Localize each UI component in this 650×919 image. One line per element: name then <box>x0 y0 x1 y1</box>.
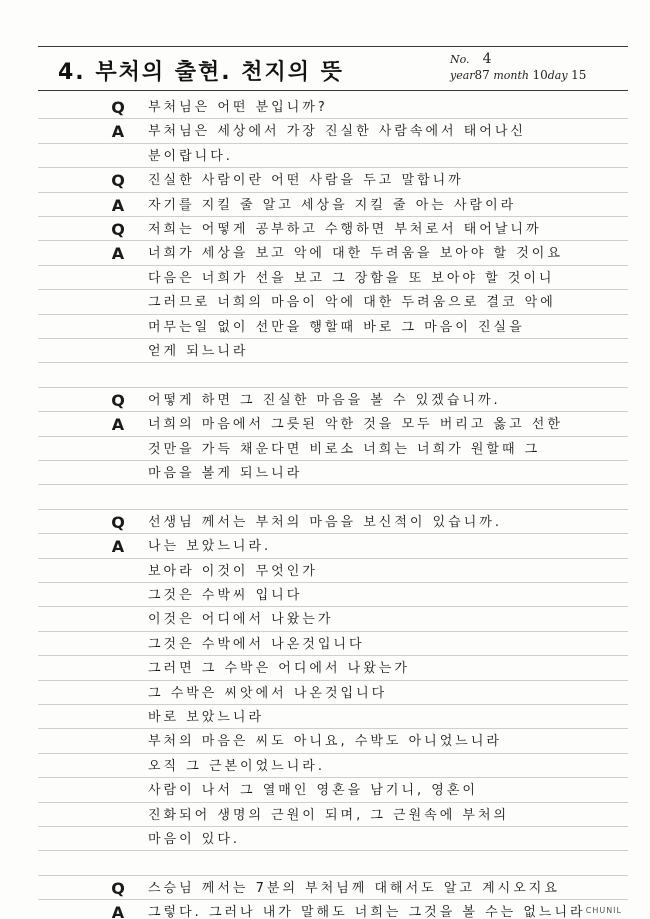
line-text: 얻게 되느니라 <box>148 344 249 359</box>
answer-marker: A <box>111 195 125 215</box>
text-line <box>0 730 650 754</box>
text-line <box>0 242 650 266</box>
text-line <box>0 901 650 919</box>
page-title: 4. 부처의 출현. 천지의 뜻 <box>58 60 344 85</box>
line-text: 그것은 수박에서 나온것입니다 <box>148 636 365 652</box>
question-marker: Q <box>111 220 125 239</box>
line-text: 자기를 지킬 줄 알고 세상을 지킬 줄 아는 사람이라 <box>148 197 517 213</box>
text-line <box>0 804 650 828</box>
line-text: 보아라 이것이 무엇인가 <box>148 563 318 579</box>
line-text: 것만을 가득 채운다면 비로소 너희는 너희가 원할때 그 <box>148 441 541 457</box>
line-text: 다음은 너희가 선을 보고 그 장함을 또 보아야 할 것이니 <box>148 270 555 286</box>
month-value: 10 <box>532 68 548 82</box>
text-line <box>0 96 650 120</box>
line-text: 너희가 세상을 보고 악에 대한 두려움을 보아야 할 것이요 <box>148 246 563 262</box>
text-line <box>0 267 650 291</box>
answer-marker: A <box>111 903 125 919</box>
text-line <box>0 682 650 706</box>
line-text: 사람이 나서 그 열매인 영혼을 남기니, 영혼이 <box>148 783 478 799</box>
text-line <box>0 462 650 486</box>
question-marker: Q <box>111 878 125 898</box>
text-line <box>0 877 650 901</box>
line-text: 저희는 어떻게 공부하고 수행하면 부처로서 태어날니까 <box>148 222 542 237</box>
text-line <box>0 316 650 340</box>
text-line <box>0 486 650 510</box>
text-line <box>0 413 650 437</box>
text-line <box>0 218 650 242</box>
day-label: day <box>547 69 568 82</box>
question-marker: Q <box>111 171 125 191</box>
line-text: 부처의 마음은 씨도 아니요, 수박도 아니었느니라 <box>148 734 502 750</box>
line-text: 바로 보았느니라 <box>148 710 265 725</box>
text-line <box>0 120 650 144</box>
line-text: 그렇다. 그러나 내가 말해도 너희는 그것을 볼 수는 없느니라 <box>148 905 586 919</box>
line-text: 마음이 있다. <box>148 832 241 847</box>
entry-date <box>450 68 586 82</box>
line-text: 선생님 께서는 부처의 마음을 보신적이 있습니까. <box>148 514 502 530</box>
line-text: 너희의 마음에서 그릇된 악한 것을 모두 버리고 옳고 선한 <box>148 417 563 433</box>
line-text: 어떻게 하면 그 진실한 마음을 볼 수 있겠습니까. <box>148 392 501 408</box>
year-label: year <box>450 69 475 82</box>
text-line <box>0 584 650 608</box>
line-text: 나는 보았느니라. <box>148 539 272 555</box>
question-marker: Q <box>111 98 125 117</box>
line-text: 이것은 어디에서 나왔는가 <box>148 612 334 628</box>
header-bottom-rule <box>38 90 628 91</box>
line-text: 진화되어 생명의 근원이 되며, 그 근원속에 부처의 <box>148 807 510 823</box>
line-text: 그러므로 너희의 마음이 악에 대한 두려움으로 결코 악에 <box>148 295 556 311</box>
line-text: 스승님 께서는 7분의 부처님께 대해서도 알고 계시오지요 <box>148 880 560 896</box>
text-line <box>0 145 650 169</box>
line-text: 그 수박은 씨앗에서 나온것입니다 <box>148 685 388 701</box>
line-text: 마음을 볼게 되느니라 <box>148 466 303 481</box>
brand-mark: CHUNIL <box>585 906 622 915</box>
no-value: 4 <box>482 51 492 67</box>
text-line <box>0 828 650 852</box>
line-text: 진실한 사람이란 어떤 사람을 두고 말합니까 <box>148 173 464 189</box>
text-line <box>0 340 650 364</box>
text-line <box>0 779 650 803</box>
line-text: 머무는일 없이 선만을 행할때 바로 그 마음이 진실을 <box>148 319 525 335</box>
no-label: No. <box>450 53 470 66</box>
line-text: 부처님은 어떤 분입니까? <box>148 100 328 115</box>
text-line <box>0 364 650 388</box>
text-line <box>0 633 650 657</box>
text-line <box>0 169 650 193</box>
answer-marker: A <box>111 537 125 557</box>
text-line <box>0 291 650 315</box>
text-line <box>0 535 650 559</box>
text-line <box>0 706 650 730</box>
answer-marker: A <box>111 244 125 264</box>
text-line <box>0 511 650 535</box>
text-line <box>0 852 650 876</box>
day-value: 15 <box>571 68 587 82</box>
answer-marker: A <box>111 415 125 435</box>
line-text: 분이랍니다. <box>148 148 233 164</box>
month-label: month <box>493 69 529 82</box>
line-text: 그러면 그 수박은 어디에서 나왔는가 <box>148 661 410 677</box>
answer-marker: A <box>111 122 125 142</box>
text-line <box>0 438 650 462</box>
text-line <box>0 657 650 681</box>
year-value: 87 <box>474 68 490 82</box>
question-marker: Q <box>111 512 125 532</box>
line-text: 그것은 수박씨 입니다 <box>148 588 303 603</box>
line-text: 오직 그 근본이었느니라. <box>148 758 325 774</box>
text-line <box>0 608 650 632</box>
header-top-rule <box>38 46 628 47</box>
question-marker: Q <box>111 390 125 410</box>
text-line <box>0 389 650 413</box>
text-line <box>0 194 650 218</box>
entry-number <box>450 48 492 67</box>
text-line <box>0 755 650 779</box>
line-text: 부처님은 세상에서 가장 진실한 사람속에서 태어나신 <box>148 124 526 140</box>
text-line <box>0 560 650 584</box>
